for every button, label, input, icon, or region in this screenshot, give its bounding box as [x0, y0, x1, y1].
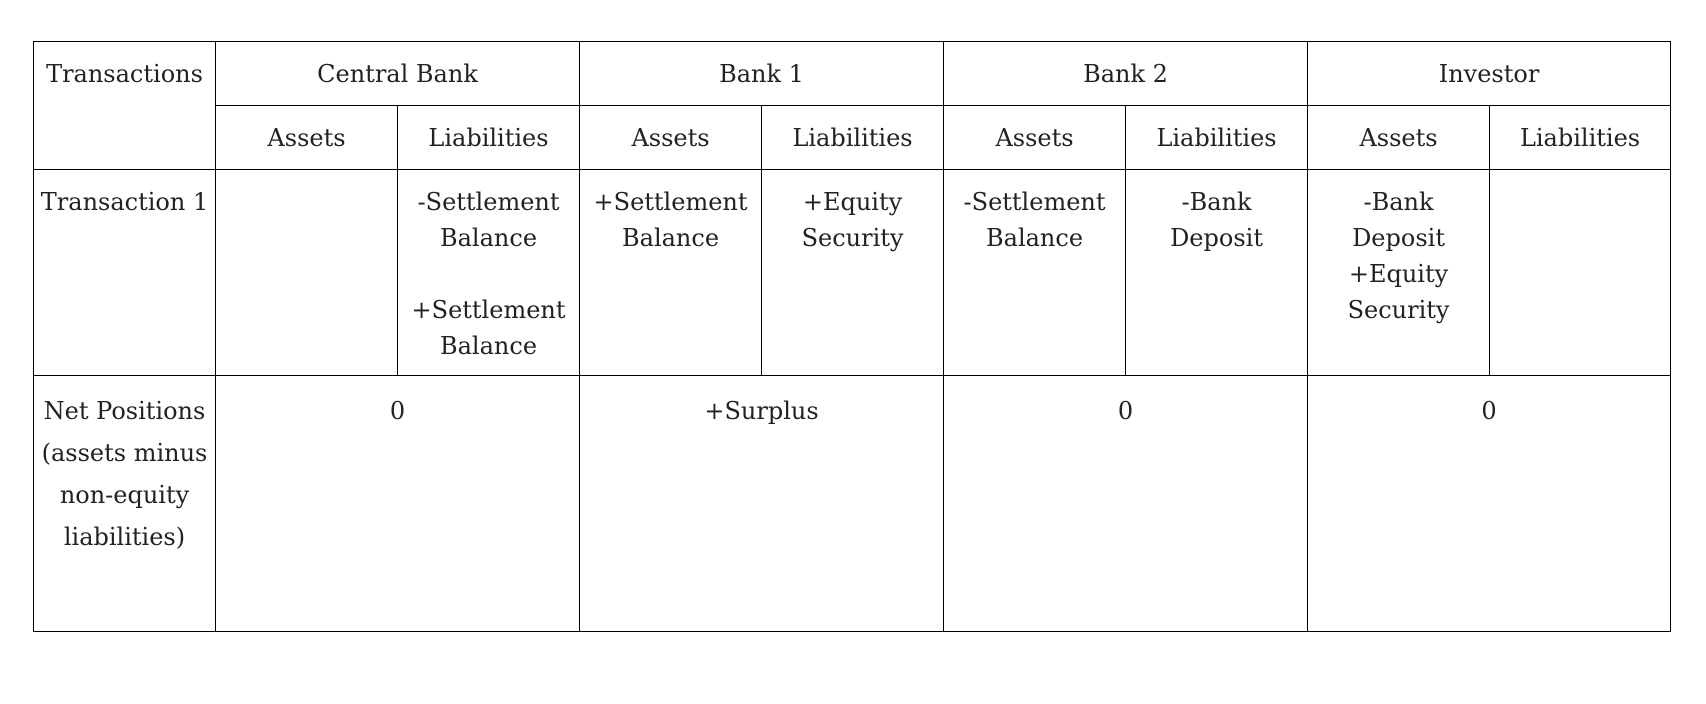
bank-2-liabilities-cell: -Bank Deposit: [1126, 170, 1308, 376]
investor-liabilities-header: Liabilities: [1490, 106, 1671, 170]
bank-2-assets-header: Assets: [944, 106, 1126, 170]
bank-2-net-position: 0: [944, 376, 1308, 632]
investor-liabilities-cell: [1490, 170, 1671, 376]
investor-assets-header: Assets: [1308, 106, 1490, 170]
header-bank-2: Bank 2: [944, 42, 1308, 106]
transactions-corner-label: Transactions: [34, 42, 216, 170]
bank-1-liabilities-header: Liabilities: [762, 106, 944, 170]
central-bank-assets-header: Assets: [216, 106, 398, 170]
bank-1-assets-header: Assets: [580, 106, 762, 170]
header-investor: Investor: [1308, 42, 1671, 106]
bank-2-assets-cell: -Settlement Balance: [944, 170, 1126, 376]
net-positions-label: Net Positions (assets minus non-equity liabilities): [34, 376, 216, 632]
bank-1-assets-cell: +Settlement Balance: [580, 170, 762, 376]
transaction-1-row: [34, 170, 1671, 376]
balance-sheet-table: [33, 41, 1671, 632]
bank-1-net-position: +Surplus: [580, 376, 944, 632]
transaction-1-label: Transaction 1: [34, 170, 216, 376]
central-bank-net-position: 0: [216, 376, 580, 632]
central-bank-liabilities-cell: [398, 170, 580, 376]
bank-1-liabilities-cell: +Equity Security: [762, 170, 944, 376]
assets-liabilities-header-row: [34, 106, 1671, 170]
investor-assets-cell: [1308, 170, 1490, 376]
header-central-bank: Central Bank: [216, 42, 580, 106]
bank-2-liabilities-header: Liabilities: [1126, 106, 1308, 170]
investor-assets-entry-2: +Equity Security: [1347, 260, 1450, 324]
entity-header-row: [34, 42, 1671, 106]
net-positions-row: [34, 376, 1671, 632]
investor-assets-entry-1: -Bank Deposit: [1352, 188, 1445, 252]
central-bank-liabilities-header: Liabilities: [398, 106, 580, 170]
investor-net-position: 0: [1308, 376, 1671, 632]
entry-spacer: [404, 256, 573, 292]
header-bank-1: Bank 1: [580, 42, 944, 106]
central-bank-assets-cell: [216, 170, 398, 376]
central-bank-liabilities-entry-1: -Settlement Balance: [417, 188, 560, 252]
central-bank-liabilities-entry-2: +Settlement Balance: [411, 296, 566, 360]
